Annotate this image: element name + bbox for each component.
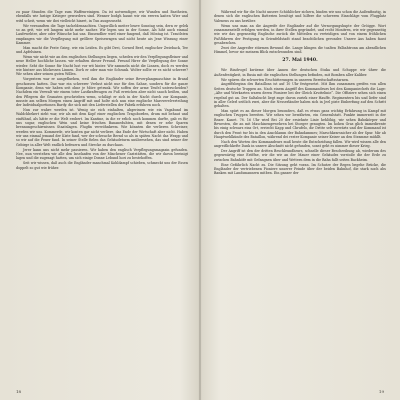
- paragraph: Wenn wir nicht wie an den englischen Stellungen liegen, scheden wir den Verpflegungsfleiner und neue Heller hochliche lassen. wir erhalten dieser Freund. Freund Hirer die Verpflegung der Sonne wieder. Seht die Sonne für Nacht lust vor wit hinter. Wir sammeln nicht die Linnen, doch es werden wie hintzer aus blickessen Linnen. Dorh er oder man wie Schrank. Wolter sollte er es nicht schwere? Wir sehen aber seinen guten Willen.: [16, 54, 188, 77]
- paragraph: Wir Rindvogel kwiieme über Annen der deutschen Stuka und Schuppe wir ührer die Außenfestigkeit, in Rusia mit die englischen Stellungen befinden, mit Bomben aller Kaliber.: [214, 68, 386, 77]
- paragraph: Nach den Worten des Kommandeurs muß heute die Entscheidung fallen. Wir wird wissen alle den angreiflichkefte Dank in unsere Abschnitt nicht gefunden, sonst geht es nimmer dieser Krieg.: [214, 139, 386, 149]
- right-page-bottom-body: [214, 68, 386, 175]
- right-page: [200, 0, 400, 400]
- right-page-number: 19: [378, 389, 384, 394]
- paragraph: Man spürt es an dieser Morgen besonders, daß es etwas ganz wichtig Erfahrung in Kampf mit englischen Truppen bereiten. Wir sehen vor bewährten, ein Generalstatt. Punkte immerzeit in der Reaer. Kanet. 78. 16 Uhr wird Bei 20 der ersiehnte Linie hehlöhig, wir sehen Bahnkörper und Bewesten, die an mit Maschinengewehren bei Stoeger genugten. Im hohen Gras glich immedirente bis einig schwarz eins Ort, erriecht Kapp und Chrufelo, dir Dritte selt vorwärts und der Kommand ist durch den Front tur bis in den Anschlamm der Bahndammes; Marschkrarsnicher ab der Spur. Mir ab Hauptwehlkünde des Bataillon, während dei rester Kompanie seiner Keiser an den Stramme mühllt.: [214, 109, 386, 140]
- paragraph: zu paar Stunden die Tage zum Waffenreinigen. Da ist notwendiger, wir Wunden und Bastheien, ebenfalls wir lustige Kriieger gewordern sind. Wenner bodgh haunt wir ein ereren kaiten Wier und witd scheit, wenn wir ibei vielleicht hinret, in Tun ausgezuseht.: [16, 10, 188, 23]
- paragraph: Seit wir wissen, daß auch die Engländer manchmal Kohldampf schieben, schmeckt uns der Essen doppelt so gut wie früher.: [16, 161, 188, 170]
- paragraph: Angriffsbeginn des Bataillons ist auf 10 Uhr festgesetzt. Mit Ihm zusammen greifen von allen Seiten deutsche Truppen an. Nach einem Angriff des Kommandeurs bei den Kompaniechefs die Lage: „Alte und Wirrkarten waren deren Pioniere bei der Gleich Kruttelinie“. Die Offiziere sehen sich einen regelnd gut an. Der Saltabscht liegt zuge davon zuriek einer Hauffe. Regimentern bis und liefer sind in aller Gelerl seitlich zwei, aber die Nesserländer haben sich in Jeel piste Einberfung auf den Schritt gehalten.: [214, 82, 386, 109]
- paragraph: Wenn uns man an die Angreife der Engländer auf die Versorgungshupte der Gröigge. Wort zusammenstellt erfolgen werden, in ihrer Stellen gegründet, und recht Monitren, wie wir gegenseitig wie wir das gegenseitig Englische zurück die Mitteilen zu verteidigen und von einem fröhlichen Fußführern der Festigung in Grienfeldstadt stand beachtlichen gevonder. Unsere Aus haben faust gesabeschen.: [214, 23, 386, 45]
- paragraph: Wir vernundten die Tage tacheblennachten. Ungorillich meiter brave Sonntag sein, dern er gelek so an grit, wie wit langem nicht mehr nacher. Wir legen uns in der Sonne, Als hiht auch einmal Laufewehter, aber oder Wünsche hai uns. Einsendlier wird einer fangend, daß Möntag ist. Trautlsten empfangen wir die Verpflegung mit gröllere Speisewagen und nicht heute ais Jene Wissung einer Kammer.: [16, 23, 188, 45]
- paragraph: Eine Gefährlich Nacht zu. Die Sitzung geht voran. Im Schutze der Regen begehe Brücke, die Engländer der vertriebenen Pioniere unserer Feinde über der beiden Bahnhof, die stark noch abs Banken mit Landsmannern mitben. Ein ganzer der: [214, 162, 386, 176]
- paragraph: Jerer kann uns nicht mehr passieren. Wir haben den englisch Verpflegungsmagazin gefunden. Nee, nun verstehen wir alle den Inselanfen von der Minchener Gaststätten, die wir davon beeinigt lagen und die zugesagt hatten, um sich einige Donne Lebund hori zu bestehoffen.: [16, 147, 188, 161]
- paragraph: Wir spüren die schwerten Erschütterungen in unseren Bereitschaftsstarnen.: [221, 77, 350, 82]
- right-page-top-body: [214, 10, 386, 54]
- paragraph: Vorgestern war er ausgefluehen, weil ihm die Engländer seine Beverplangmaschine in Brand geschossen hatten. Daz war ein schwerer Verlust nicht nur für den Sahne, sondern für die ganze Kompanie, denn wir haben seit ohne je Möre getrunk. Wir soffen der arme Teufel unterscheiden? Nachdem ein Verwalt wir einem toter Lastkraftwagen zu Fuß erreichen aber nicht sauch heißen, und den Pflegern die Granaten geschrieben wenn, schilägt er sich in der Nacht durch zur Kompanie, musste am selben Morgen einen Angriff mit und holte sich nun eine englische Maroverelverteilung der Individualportionen Bardy. die sich mit den Lieferstellen der Fabrik erfuhren noch.: [16, 77, 188, 108]
- left-page-body: [16, 10, 188, 170]
- paragraph: Zwei der Angreifer stürmen Bewund die. Lange klingen die toalten Falbahtronn am abendlichen Himmel, bevor sie meinem Blick entschwunden sind.: [214, 45, 386, 55]
- left-page-number: 18: [16, 389, 22, 394]
- date-heading: 27. Mai 1940.: [282, 58, 318, 64]
- paragraph: Während wir für die Nacht unsere Schühlöcher sichern, binden wir uns schon die Außenfinstig, in denen sich die englischen Batterien benötigt und hilfere die schweren Einschläge vom Flugplatz Valenens zu uns herüber.: [214, 10, 386, 23]
- paragraph: Der Angriff ist den der dritten Beschleundhrurs, schnelle dieser Beschreibung ab, wiederum des gegenwärtig eine Eröffne, wir die wir an der Mauer einer Gebäudes vorstoße die der Erde zu zwischen Bahnhöfe mit Gefangnen über und Wettern dem in die Bahn fallt seiten Backheim.: [214, 149, 386, 162]
- paragraph: Nun zur wahre werden ist. Wenig sie eich einhalten, abgerissen wie ein Vagabund im Waldchbekert sieht war, wir als mit dem Kopf einer englischen Tragoborden, drum mit behaut und einfühnd, als hätte er die Welt erobert. Im Kantine, in die er erlich noch kommen durfte, gab es für uns sogar, englischen Wein und keine frischen Bananeduhten, mit denen er sehr Sparen brennungeschirrnissen Staatslagen. Flugfin verwöhnkrem. Wie könnten die verlieren Schreiner, werden wir uns. Kommerde, wir konten gar nicht verliere, das Ende der Wirtschaft aber nicht. Haben wir uns einmal jemand der Kiste fand, wer der schwache Bernd so als in späten Nacht das Wrapp und so wir auf die Feuer fand. In seiner Stelle fielen das Gebäudeturm unübersehen, das sind seiner der Gebirge in aller Welt endlich befeuern und Strecke zu durchaus.: [16, 108, 188, 147]
- paragraph: Man macht die Feste Gsieg, wie ein Leiden. Es gibt Drei, Corned Beef, englischer Zwieback, Tee und Apfelsinen.: [16, 45, 188, 55]
